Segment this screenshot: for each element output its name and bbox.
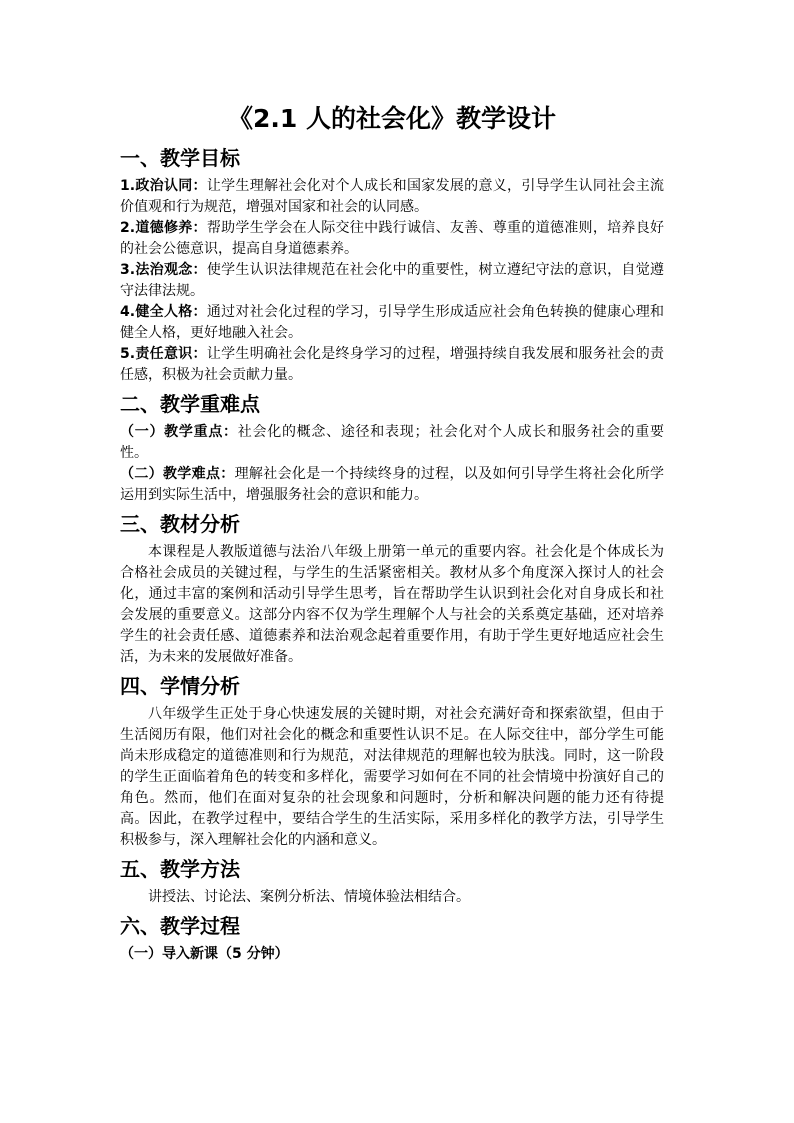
objective-item: [120, 302, 664, 344]
objective-lead: 1.政治认同：: [120, 178, 207, 194]
key-point-lead: （二）教学难点：: [120, 466, 235, 482]
objective-text: 使学生认识法律规范在社会化中的重要性，树立遵纪守法的意识，自觉遵守法律法规。: [120, 262, 665, 299]
key-point-text: 理解社会化是一个持续终身的过程，以及如何引导学生将社会化所学运用到实际生活中，增强服务社会的意识和能力。: [120, 466, 665, 503]
section-textbook-analysis: [120, 510, 664, 668]
section-body: 本课程是人教版道德与法治八年级上册第一单元的重要内容。社会化是个体成长为合格社会成员的关键过程，与学生的生活紧密相关。教材从多个角度深入探讨人的社会化，通过丰富的案例和活动引导学生思考，旨在帮助学生认识到社会化对自身成长和社会发展的重要意义。这部分内容不仅为学生理解个人与社会的关系奠定基础，还对培养学生的社会责任感、道德素养和法治观念起着重要作用，有助于学生更好地适应社会生活，为未来的发展做好准备。: [120, 544, 664, 665]
key-point-item: [120, 464, 664, 506]
section-teaching-methods: [120, 855, 664, 908]
objective-item: [120, 176, 664, 218]
section-heading: 四、学情分析: [120, 674, 240, 698]
section-teaching-process: [120, 912, 664, 965]
key-point-lead: （一）教学重点：: [120, 424, 238, 440]
section-heading: 二、教学重难点: [120, 392, 260, 416]
objective-item: [120, 344, 664, 386]
section-heading: 一、教学目标: [120, 146, 240, 170]
sub-heading: （一）导入新课（5 分钟）: [120, 946, 289, 962]
objective-text: 帮助学生学会在人际交往中践行诚信、友善、尊重的道德准则，培养良好的社会公德意识，提高自身道德素养。: [120, 220, 665, 257]
objective-text: 通过对社会化过程的学习，引导学生形成适应社会角色转换的健康心理和健全人格，更好地融入社会。: [120, 304, 665, 341]
section-student-analysis: [120, 672, 664, 851]
document-title: 《2.1 人的社会化》教学设计: [228, 104, 556, 133]
section-heading: 五、教学方法: [120, 857, 240, 881]
objective-text: 让学生明确社会化是终身学习的过程，增强持续自我发展和服务社会的责任感，积极为社会贡献力量。: [120, 346, 665, 383]
section-body: 讲授法、讨论法、案例分析法、情境体验法相结合。: [148, 889, 470, 905]
objective-lead: 3.法治观念：: [120, 262, 207, 278]
section-heading: 三、教材分析: [120, 512, 240, 536]
objective-item: [120, 218, 664, 260]
section-key-points: [120, 390, 664, 506]
objective-item: [120, 260, 664, 302]
key-point-text: 社会化的概念、途径和表现；社会化对个人成长和服务社会的重要性。: [120, 424, 665, 461]
objective-lead: 2.道德修养：: [120, 220, 207, 236]
section-heading: 六、教学过程: [120, 914, 240, 938]
section-teaching-objectives: [120, 144, 664, 386]
key-point-item: [120, 422, 664, 464]
section-body: 八年级学生正处于身心快速发展的关键时期，对社会充满好奇和探索欲望，但由于生活阅历有限，他们对社会化的概念和重要性认识不足。在人际交往中，部分学生可能尚未形成稳定的道德准则和行为规范，对法律规范的理解也较为肤浅。同时，这一阶段的学生正面临着角色的转变和多样化，需要学习如何在不同的社会情境中扮演好自己的角色。然而，他们在面对复杂的社会现象和问题时，分析和解决问题的能力还有待提高。因此，在教学过程中，要结合学生的生活实际，采用多样化的教学方法，引导学生积极参与，深入理解社会化的内涵和意义。: [120, 706, 664, 848]
objective-lead: 5.责任意识：: [120, 346, 207, 362]
objective-lead: 4.健全人格：: [120, 304, 207, 320]
objective-text: 让学生理解社会化对个人成长和国家发展的意义，引导学生认同社会主流价值观和行为规范，增强对国家和社会的认同感。: [120, 178, 665, 215]
